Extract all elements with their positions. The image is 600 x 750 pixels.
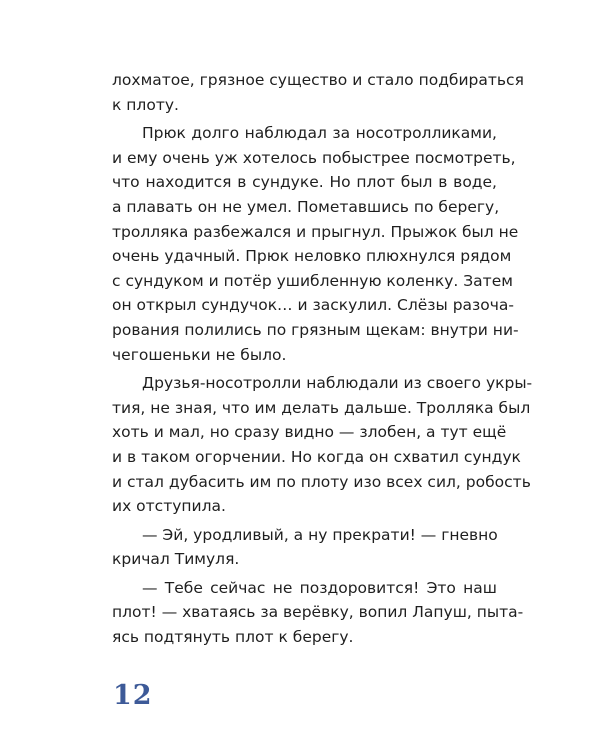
text-line: плот! — хватаясь за верёвку, вопил Лапуш, пыта- xyxy=(112,603,524,622)
text-line: тия, не зная, что им делать дальше. Тролляка был xyxy=(112,398,531,417)
text-line: с сундуком и потёр ушибленную коленку. Затем xyxy=(112,271,513,290)
page-number: 12 xyxy=(113,680,153,711)
text-line: к плоту. xyxy=(112,95,179,114)
text-line: и ему очень уж хотелось побыстрее посмотреть, xyxy=(112,148,516,167)
dialogue-first-line: — Эй, уродливый, а ну прекрати! — гневно xyxy=(142,525,498,544)
text-line: он открыл сундучок… и заскулил. Слёзы разоча- xyxy=(112,296,515,315)
text-line: чегошеньки не было. xyxy=(112,345,287,364)
paragraph-first-line: Прюк долго наблюдал за носотролликами, xyxy=(142,124,497,143)
text-line: что находится в сундуке. Но плот был в воде, xyxy=(112,173,497,192)
text-line: рования полились по грязным щекам: внутри ни- xyxy=(112,320,519,339)
text-line: и в таком огорчении. Но когда он схватил сундук xyxy=(112,447,521,466)
text-line: и стал дубасить им по плоту изо всех сил, робость xyxy=(112,472,531,491)
text-line: хоть и мал, но сразу видно — злобен, а тут ещё xyxy=(112,423,507,442)
text-line: лохматое, грязное существо и стало подбираться xyxy=(112,71,524,89)
text-line: кричал Тимуля. xyxy=(112,550,240,569)
text-line: очень удачный. Прюк неловко плюхнулся рядом xyxy=(112,247,512,266)
paragraph-first-line: Друзья-носотролли наблюдали из своего укры- xyxy=(142,374,533,393)
body-text xyxy=(112,68,533,650)
text-line: тролляка разбежался и прыгнул. Прыжок был не xyxy=(112,222,519,241)
text-line: их отступила. xyxy=(112,497,226,516)
dialogue-first-line: — Тебе сейчас не поздоровится! Это наш xyxy=(142,578,497,597)
text-line: ясь подтянуть плот к берегу. xyxy=(112,628,354,647)
text-line: а плавать он не умел. Пометавшись по берегу, xyxy=(112,197,500,216)
